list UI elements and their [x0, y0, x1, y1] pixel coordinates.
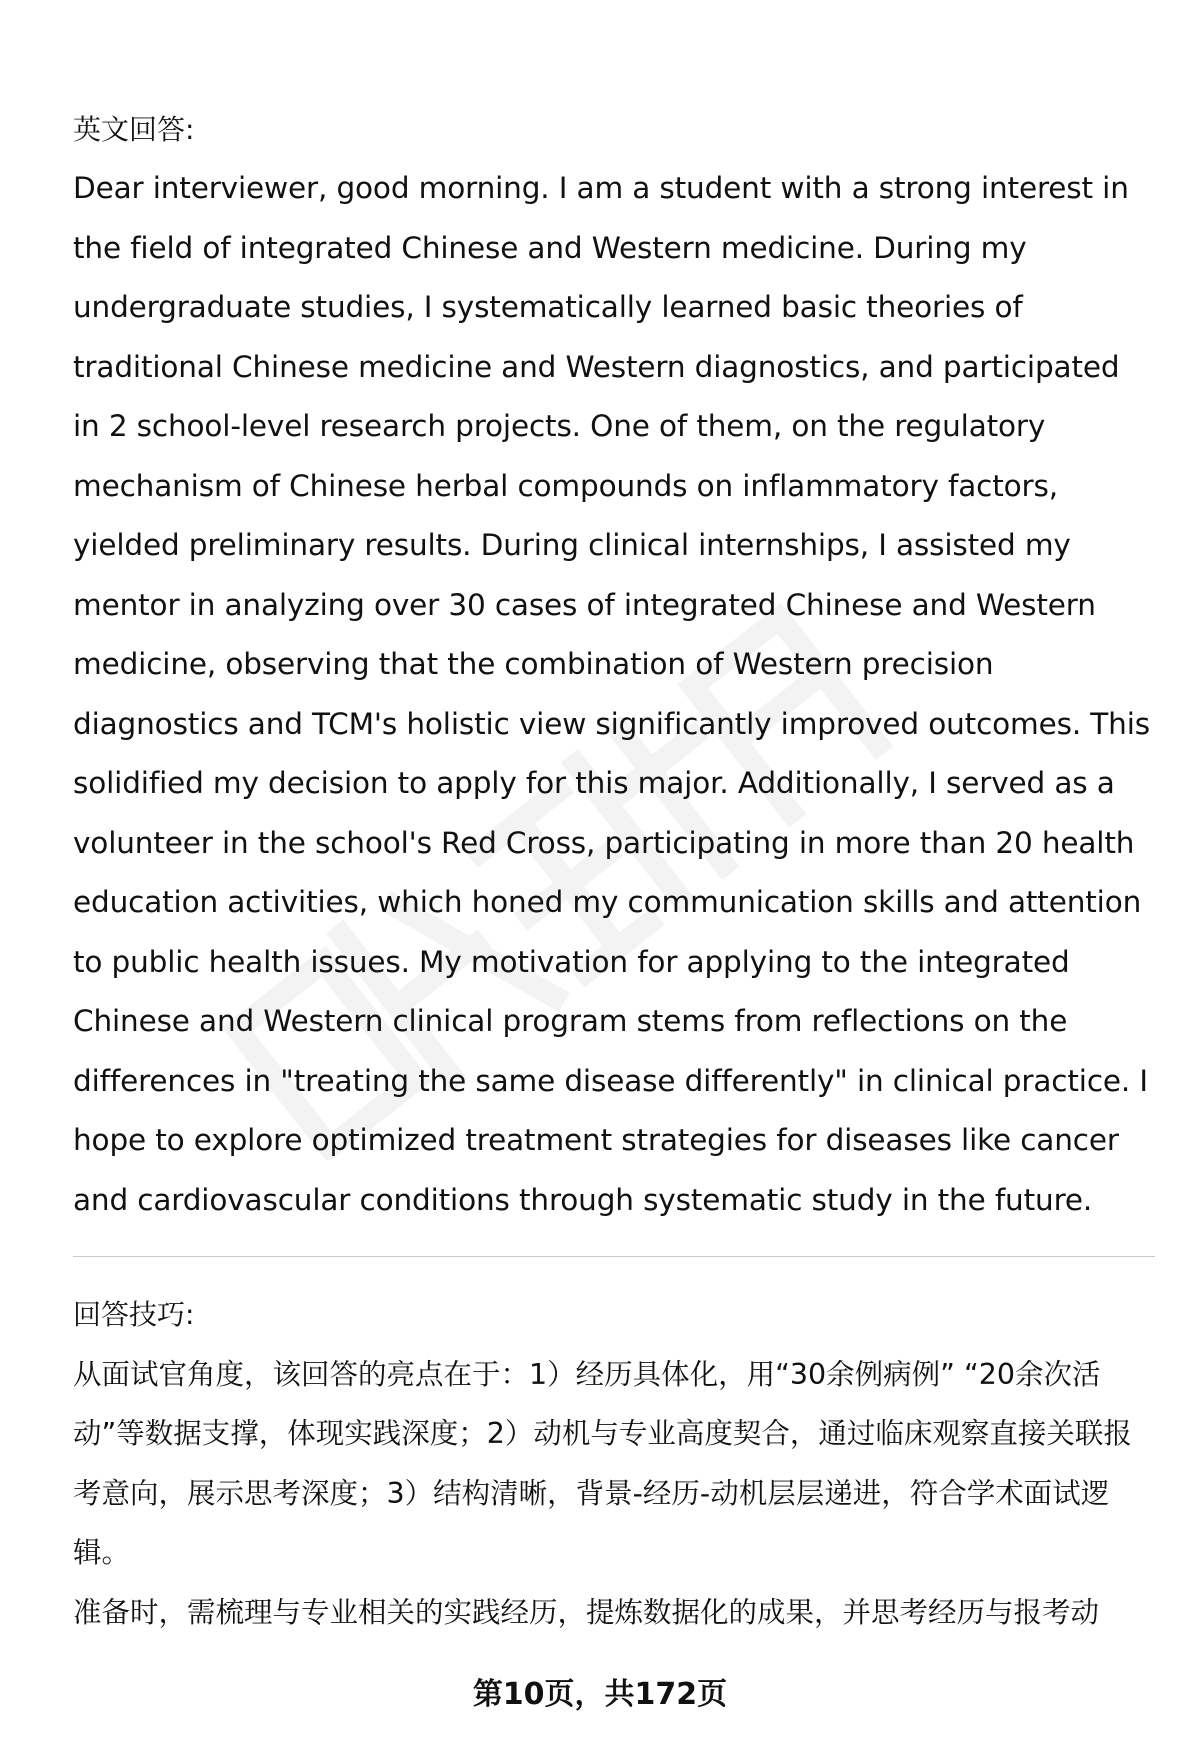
page-number: 第10页，共172页	[472, 1677, 728, 1712]
section-divider	[73, 1256, 1155, 1257]
tips-label: 回答技巧:	[73, 1298, 195, 1331]
answer-body: Dear interviewer, good morning. I am a student with a strong interest in the field of integrated Chinese and Western medicine. During my undergraduate studies, I systematically learned basic theories of traditional Chinese medicine and Western diagnostics, and participated in 2 school-level research projects. One of them, on the regulatory mechanism of Chinese herbal compounds on inflammatory factors, yielded preliminary results. During clinical internships, I assisted my mentor in analyzing over 30 cases of integrated Chinese and Western medicine, observing that the combination of Western precision diagnostics and TCM's holistic view significantly improved outcomes. This solidified my decision to apply for this major. Additionally, I served as a volunteer in the school's Red Cross, participating in more than 20 health education activities, which honed my communication skills and attention to public health issues. My motivation for applying to the integrated Chinese and Western clinical program stems from reflections on the differences in "treating the same disease differently" in clinical practice. I hope to explore optimized treatment strategies for diseases like cancer and cardiovascular conditions through systematic study in the future.	[73, 171, 1150, 1217]
tips-paragraph-2: 准备时，需梳理与专业相关的实践经历，提炼数据化的成果，并思考经历与报考动	[73, 1595, 1100, 1629]
tips-paragraph-1: 从面试官角度，该回答的亮点在于：1）经历具体化，用“30余例病例” “20余次活动”等数据支撑，体现实践深度；2）动机与专业高度契合，通过临床观察直接关联报考意向，展示思考深度；3）结构清晰，背景-经历-动机层层递进，符合学术面试逻辑。	[73, 1357, 1132, 1569]
tips-section	[73, 1285, 1155, 1642]
answer-section	[73, 100, 1153, 1230]
answer-label: 英文回答:	[73, 113, 195, 146]
